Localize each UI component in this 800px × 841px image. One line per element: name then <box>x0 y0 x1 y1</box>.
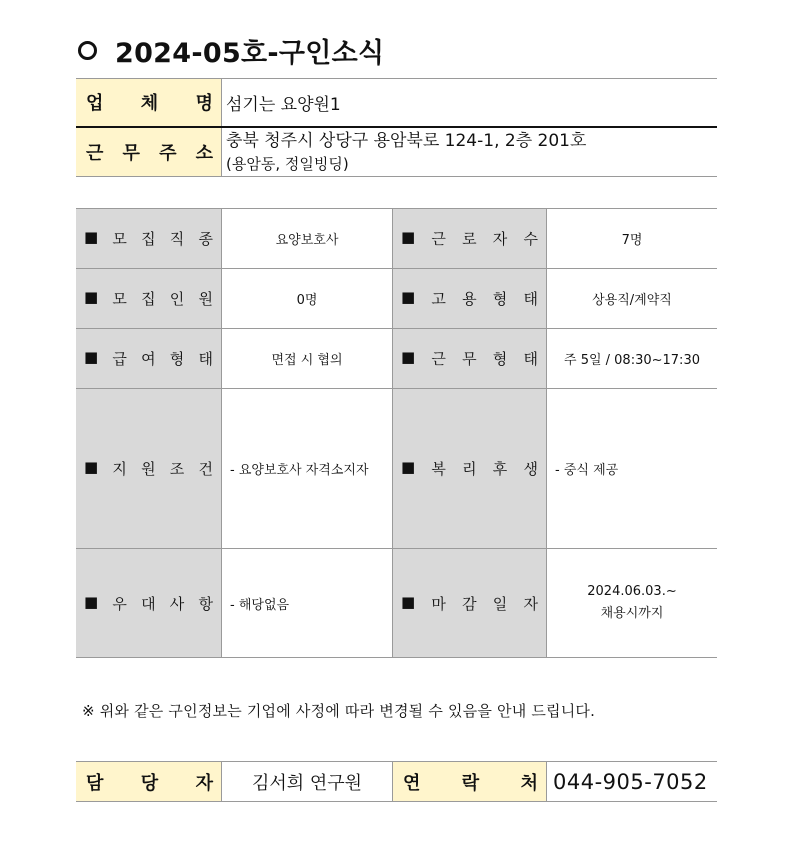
employment-type-value: 상용직/계약직 <box>547 269 718 329</box>
page-title <box>78 28 384 72</box>
job-type-value: 요양보호사 <box>222 209 393 269</box>
field-label: ■ 근 무 형 태 <box>393 329 547 389</box>
benefits-value: - 중식 제공 <box>547 389 718 549</box>
field-label: ■ 고 용 형 태 <box>393 269 547 329</box>
field-label: ■ 모 집 인 원 <box>76 269 222 329</box>
worker-count-value: 7명 <box>547 209 718 269</box>
field-label: ■ 복 리 후 생 <box>393 389 547 549</box>
table-row <box>76 209 717 269</box>
contact-table <box>76 761 717 802</box>
field-label: ■ 모 집 직 종 <box>76 209 222 269</box>
contact-person-label: 담 당 자 <box>76 762 222 802</box>
recruitment-table <box>76 208 717 658</box>
field-label: ■ 마 감 일 자 <box>393 549 547 658</box>
table-row <box>76 329 717 389</box>
hiring-count-value: 0명 <box>222 269 393 329</box>
salary-type-value: 면접 시 협의 <box>222 329 393 389</box>
work-address-label: 근 무 주 소 <box>76 127 222 177</box>
notice-text: ※ 위와 같은 구인정보는 기업에 사정에 따라 변경될 수 있음을 안내 드립니다. <box>82 702 596 720</box>
field-label: ■ 급 여 형 태 <box>76 329 222 389</box>
circle-bullet-icon <box>78 41 97 60</box>
preferences-value: - 해당없음 <box>222 549 393 658</box>
address-line-2: (용암동, 정일빙딩) <box>226 154 349 173</box>
company-name-label: 업 체 명 <box>76 79 222 127</box>
company-info-table <box>76 78 717 177</box>
table-row <box>76 269 717 329</box>
company-name-value: 섬기는 요양원1 <box>222 79 718 127</box>
field-label: ■ 지 원 조 건 <box>76 389 222 549</box>
field-label: ■ 우 대 사 항 <box>76 549 222 658</box>
deadline-value: 2024.06.03.~ 채용시까지 <box>547 549 718 658</box>
table-row <box>76 389 717 549</box>
table-row <box>76 549 717 658</box>
phone-value: 044-905-7052 <box>547 762 718 802</box>
phone-label: 연 락 처 <box>393 762 547 802</box>
requirements-value: - 요양보호사 자격소지자 <box>222 389 393 549</box>
work-schedule-value: 주 5일 / 08:30~17:30 <box>547 329 718 389</box>
title-text: 2024-05호-구인소식 <box>115 37 385 69</box>
address-line-1: 충북 청주시 상당구 용암북로 124-1, 2층 201호 <box>226 130 587 151</box>
field-label: ■ 근 로 자 수 <box>393 209 547 269</box>
contact-person-value: 김서희 연구원 <box>222 762 393 802</box>
work-address-value <box>222 127 718 177</box>
